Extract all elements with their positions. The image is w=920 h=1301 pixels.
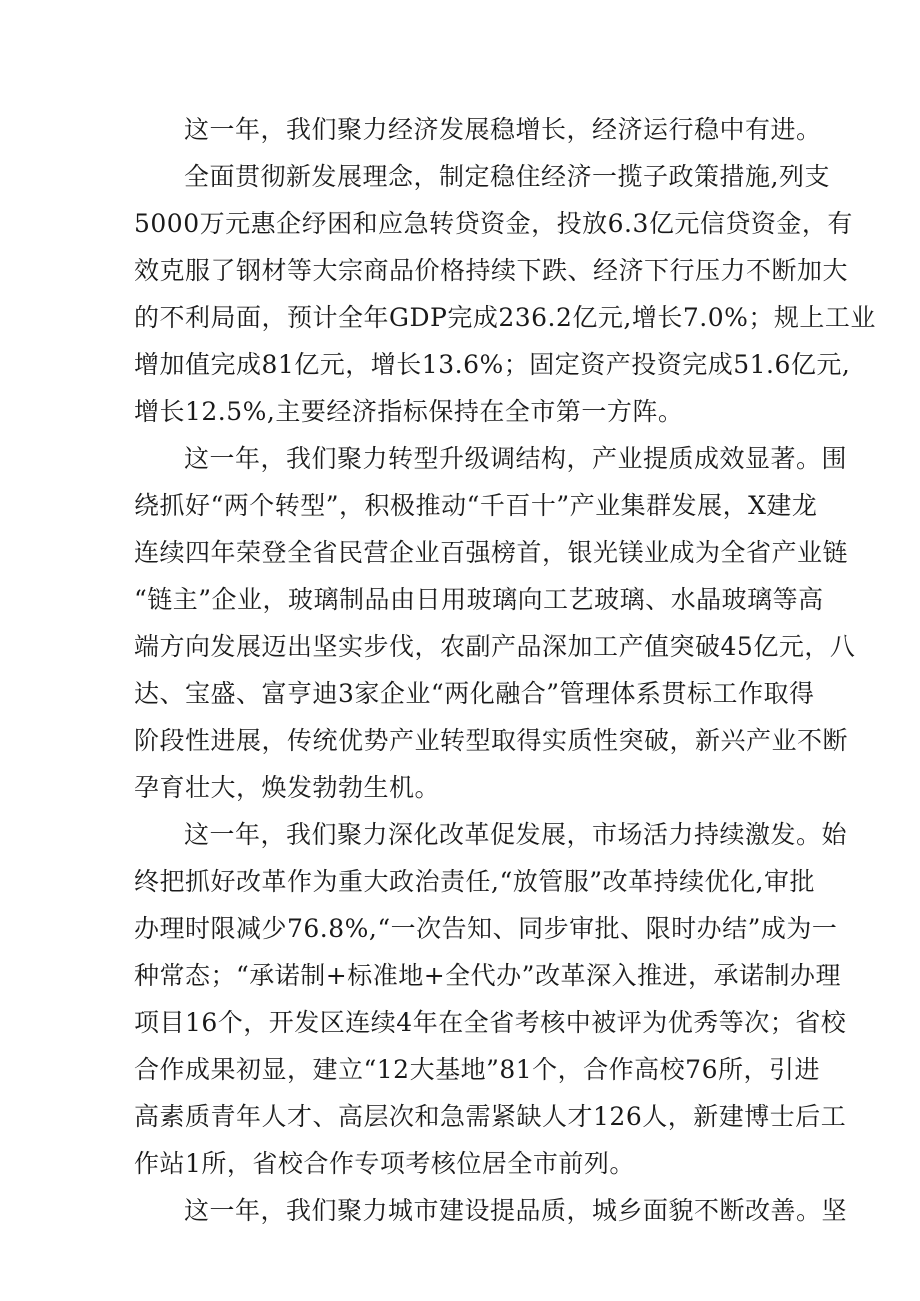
paragraph-line: “链主”企业，玻璃制品由日用玻璃向工艺玻璃、水晶玻璃等高 <box>134 585 824 614</box>
paragraph-line: 连续四年荣登全省民营企业百强榜首，银光镁业成为全省产业链 <box>134 538 849 567</box>
paragraph-line: 增长12.5%,主要经济指标保持在全市第一方阵。 <box>134 397 684 426</box>
paragraph-line: 绕抓好“两个转型”，积极推动“千百十”产业集群发展，X建龙 <box>134 491 818 520</box>
paragraph-line: 终把抓好改革作为重大政治责任,“放管服”改革持续优化,审批 <box>134 867 815 896</box>
paragraph-line: 作站1所，省校合作专项考核位居全市前列。 <box>134 1149 635 1178</box>
paragraph-line: 效克服了钢材等大宗商品价格持续下跌、经济下行压力不断加大 <box>134 256 849 285</box>
paragraph-line: 这一年，我们聚力深化改革促发展，市场活力持续激发。始 <box>184 820 848 849</box>
paragraph-line: 孕育壮大，焕发勃勃生机。 <box>134 773 441 802</box>
paragraph-line: 阶段性进展，传统优势产业转型取得实质性突破，新兴产业不断 <box>134 726 849 755</box>
paragraph-line: 合作成果初显，建立“12大基地”81个，合作高校76所，引进 <box>134 1055 820 1084</box>
paragraph-line: 办理时限减少76.8%,“一次告知、同步审批、限时办结”成为一 <box>134 914 838 943</box>
paragraph-line: 的不利局面，预计全年GDP完成236.2亿元,增长7.0%；规上工业 <box>134 303 876 332</box>
paragraph-line: 这一年，我们聚力经济发展稳增长，经济运行稳中有进。 <box>184 115 822 144</box>
paragraph-line: 种常态；“承诺制+标准地+全代办”改革深入推进，承诺制办理 <box>134 961 841 990</box>
paragraph-line: 全面贯彻新发展理念，制定稳住经济一揽子政策措施,列支 <box>184 162 830 191</box>
paragraph-line: 5000万元惠企纾困和应急转贷资金，投放6.3亿元信贷资金，有 <box>134 209 853 238</box>
paragraph-line: 端方向发展迈出坚实步伐，农副产品深加工产值突破45亿元，八 <box>134 632 856 661</box>
paragraph-line: 这一年，我们聚力城市建设提品质，城乡面貌不断改善。坚 <box>184 1196 848 1225</box>
paragraph-line: 项目16个，开发区连续4年在全省考核中被评为优秀等次；省校 <box>134 1008 847 1037</box>
paragraph-line: 高素质青年人才、高层次和急需紧缺人才126人，新建博士后工 <box>134 1102 847 1131</box>
paragraph-line: 这一年，我们聚力转型升级调结构，产业提质成效显著。围 <box>184 444 848 473</box>
paragraph-line: 达、宝盛、富亨迪3家企业“两化融合”管理体系贯标工作取得 <box>134 679 815 708</box>
paragraph-line: 增加值完成81亿元，增长13.6%；固定资产投资完成51.6亿元, <box>134 350 851 379</box>
